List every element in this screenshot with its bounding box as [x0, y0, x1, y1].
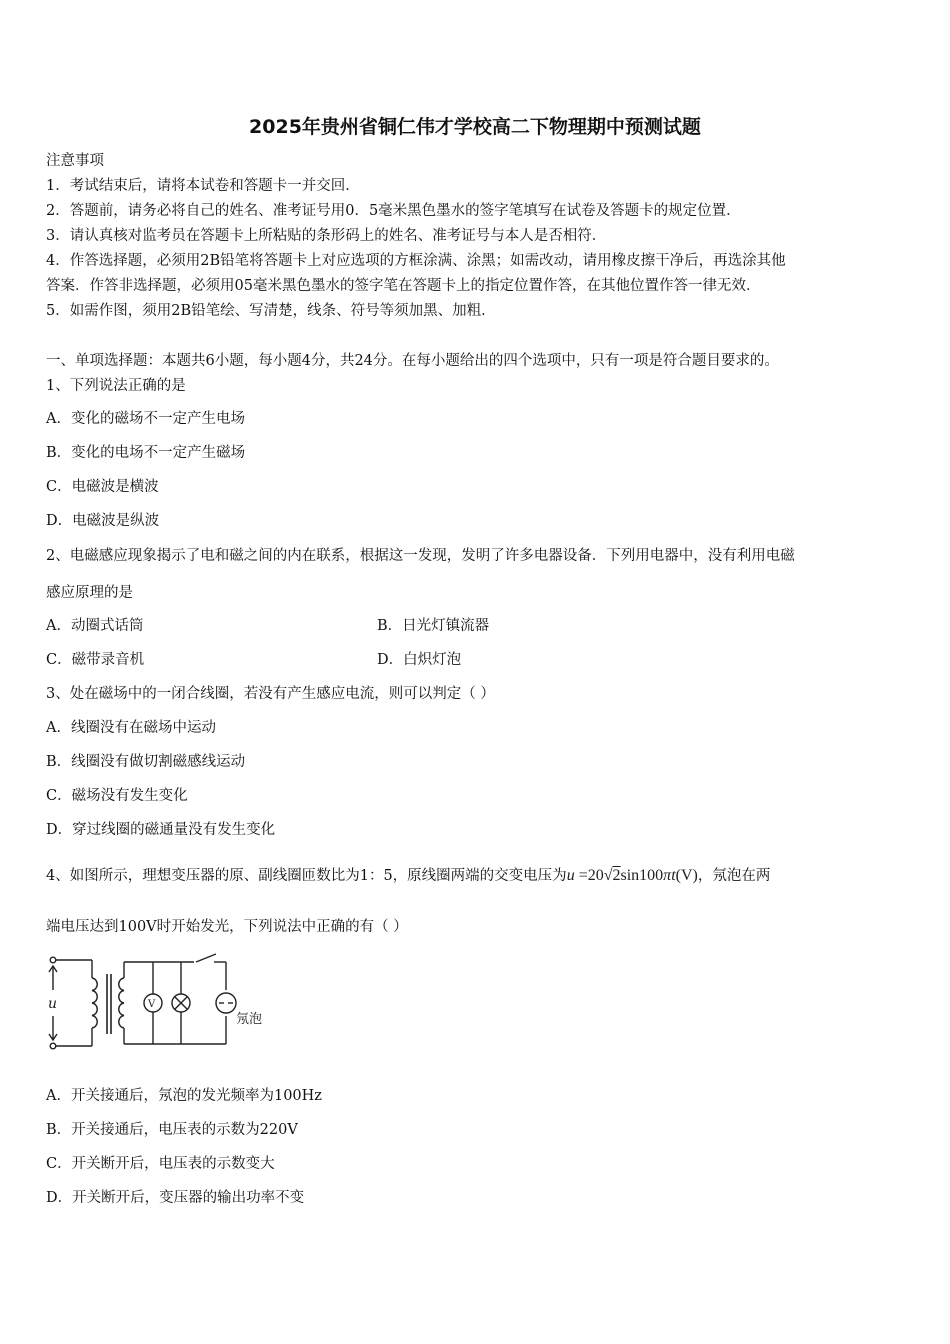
voltage-label: u [48, 996, 58, 1012]
option-b: B．线圈没有做切割磁感线运动 [46, 754, 246, 770]
option-b: B．变化的电场不一定产生磁场 [46, 445, 246, 461]
option-b: B．开关接通后，电压表的示数为220V [46, 1122, 298, 1138]
option-a: A．变化的磁场不一定产生电场 [46, 411, 245, 427]
question-4-stem [46, 866, 770, 886]
option-a: A．动圈式话筒 [46, 618, 144, 634]
option-a: A．线圈没有在磁场中运动 [46, 720, 216, 736]
page-title: 2025年贵州省铜仁伟才学校高二下物理期中预测试题 [249, 116, 701, 138]
question-2-stem: 2、电磁感应现象揭示了电和磁之间的内在联系，根据这一发现，发明了许多电器设备．下列用电器中，没有利用电磁 [46, 548, 795, 564]
notice-item: 4．作答选择题，必须用2B铅笔将答题卡上对应选项的方框涂满、涂黑；如需改动，请用橡皮擦干净后，再选涂其他 [46, 253, 786, 269]
option-c: C．磁场没有发生变化 [46, 788, 188, 804]
notice-item: 答案．作答非选择题，必须用05毫米黑色墨水的签字笔在答题卡上的指定位置作答，在其他位置作答一律无效． [46, 278, 761, 294]
neon-bulb-label: 氖泡 [236, 1012, 263, 1027]
option-c: C．电磁波是横波 [46, 479, 159, 495]
option-d: D．电磁波是纵波 [46, 513, 160, 529]
question-4-stem-text: 4、如图所示，理想变压器的原、副线圈匝数比为1：5，原线圈两端的交变电压为 [46, 868, 567, 884]
option-d: D．开关断开后，变压器的输出功率不变 [46, 1190, 305, 1206]
notice-item: 3．请认真核对监考员在答题卡上所粘贴的条形码上的姓名、准考证号与本人是否相符． [46, 228, 607, 244]
voltmeter-symbol: V [148, 999, 156, 1010]
option-c: C．开关断开后，电压表的示数变大 [46, 1156, 275, 1172]
question-2-stem-cont: 感应原理的是 [46, 585, 133, 601]
notice-heading: 注意事项 [46, 153, 104, 169]
option-c: C．磁带录音机 [46, 652, 145, 668]
option-a: A．开关接通后，氖泡的发光频率为100Hz [46, 1088, 322, 1104]
option-d: D．穿过线圈的磁通量没有发生变化 [46, 822, 276, 838]
question-4-stem-text-end: ，氖泡在两 [697, 868, 771, 884]
option-b: B．日光灯镇流器 [377, 618, 490, 634]
notice-item: 2．答题前，请务必将自己的姓名、准考证号用0．5毫米黑色墨水的签字笔填写在试卷及答题卡的规定位置． [46, 203, 741, 219]
question-1-stem: 1、下列说法正确的是 [46, 378, 186, 394]
notice-item: 1．考试结束后，请将本试卷和答题卡一并交回． [46, 178, 360, 194]
voltage-formula: u =20√2sin100πt(V) [566, 867, 698, 884]
section-heading: 一、单项选择题：本题共6小题，每小题4分，共24分。在每小题给出的四个选项中，只有一项是符合题目要求的。 [46, 353, 779, 369]
option-d: D．白炽灯泡 [377, 652, 462, 668]
question-4-stem-cont: 端电压达到100V时开始发光，下列说法中正确的有（ ） [46, 919, 408, 935]
notice-item: 5．如需作图，须用2B铅笔绘、写清楚，线条、符号等须加黑、加粗． [46, 303, 496, 319]
question-3-stem: 3、处在磁场中的一闭合线圈，若没有产生感应电流，则可以判定（ ） [46, 686, 495, 702]
transformer-circuit-figure [44, 950, 274, 1054]
